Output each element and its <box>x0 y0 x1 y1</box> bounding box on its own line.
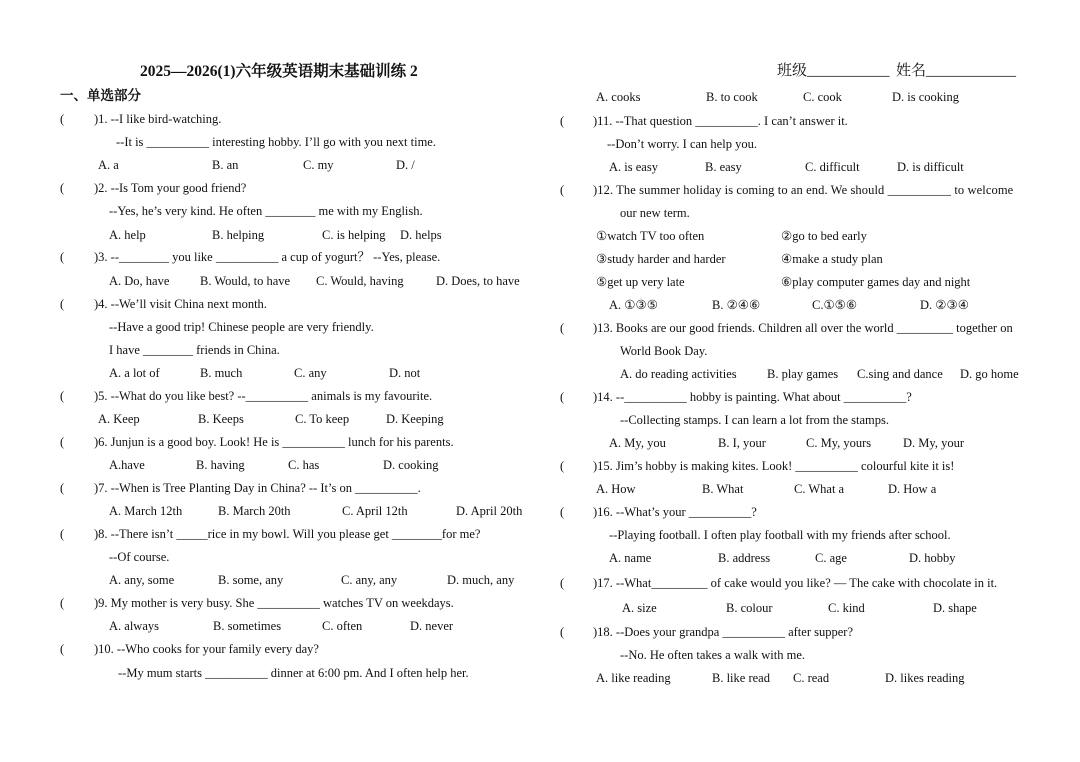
choice-item: ⑤get up very late <box>596 275 685 289</box>
option: B. some, any <box>218 573 284 587</box>
choice-item: ②go to bed early <box>781 229 867 243</box>
question-stem: )15. Jim’s hobby is making kites. Look! __________ colourful kite it is! <box>593 459 955 473</box>
option: A. a lot of <box>109 366 160 380</box>
option: B. play games <box>767 367 839 381</box>
option: A.have <box>109 458 145 472</box>
answer-bracket[interactable]: ( <box>560 183 565 197</box>
question-stem: )12. The summer holiday is coming to an end. We should __________ to welcome <box>593 183 1014 197</box>
option: D. much, any <box>447 573 515 587</box>
answer-bracket[interactable]: ( <box>560 390 565 404</box>
question-stem: )3. --________ you like __________ a cup of yogurt？ --Yes, please. <box>94 250 441 264</box>
question-stem: )4. --We’ll visit China next month. <box>94 297 267 311</box>
option: B. Keeps <box>198 412 244 426</box>
question-stem: )16. --What’s your __________? <box>593 505 757 519</box>
option: C. To keep <box>295 412 350 426</box>
answer-bracket[interactable]: ( <box>560 576 565 590</box>
option: A. a <box>98 158 119 172</box>
question-line: our new term. <box>620 206 690 220</box>
question-line: --Don’t worry. I can help you. <box>607 137 757 151</box>
option: D. My, your <box>903 436 964 450</box>
option: D. is difficult <box>897 160 964 174</box>
question-line: I have ________ friends in China. <box>109 343 280 357</box>
option: A. help <box>109 228 146 242</box>
option: D. ②③④ <box>920 298 969 312</box>
question-stem: )2. --Is Tom your good friend? <box>94 181 247 195</box>
option: D. go home <box>960 367 1019 381</box>
name-field[interactable]: 姓名____________ <box>896 63 1017 79</box>
answer-bracket[interactable]: ( <box>560 625 565 639</box>
option: A. How <box>596 482 636 496</box>
option: C. difficult <box>805 160 860 174</box>
option: D. shape <box>933 601 977 615</box>
option: A. Keep <box>98 412 140 426</box>
option: C. April 12th <box>342 504 408 518</box>
question-line: --Of course. <box>109 550 170 564</box>
option: B. to cook <box>706 90 758 104</box>
option: B. Would, to have <box>200 274 291 288</box>
option: B. like read <box>712 671 770 685</box>
answer-bracket[interactable]: ( <box>60 481 65 495</box>
answer-bracket[interactable]: ( <box>60 250 65 264</box>
answer-bracket[interactable]: ( <box>60 527 65 541</box>
option: C. My, yours <box>806 436 872 450</box>
option: D. likes reading <box>885 671 965 685</box>
question-line: World Book Day. <box>620 344 708 358</box>
question-stem: )17. --What_________ of cake would you like? — The cake with chocolate in it. <box>593 576 998 590</box>
choice-item: ④make a study plan <box>781 252 883 266</box>
option: B. address <box>718 551 771 565</box>
choice-item: ⑥play computer games day and night <box>781 275 971 289</box>
choice-item: ③study harder and harder <box>596 252 726 266</box>
option: D. How a <box>888 482 937 496</box>
option: C. read <box>793 671 830 685</box>
question-line: --Have a good trip! Chinese people are very friendly. <box>109 320 374 334</box>
choice-item: ①watch TV too often <box>596 229 705 243</box>
option: A. any, some <box>109 573 175 587</box>
option: C. is helping <box>322 228 386 242</box>
option: A. Do, have <box>109 274 170 288</box>
option: D. Does, to have <box>436 274 520 288</box>
option: D. never <box>410 619 454 633</box>
question-stem: )11. --That question __________. I can’t answer it. <box>593 114 848 128</box>
option: A. do reading activities <box>620 367 737 381</box>
option: D. helps <box>400 228 442 242</box>
option: C. any <box>294 366 327 380</box>
option: D. cooking <box>383 458 439 472</box>
section-title: 一、单选部分 <box>60 88 141 103</box>
question-stem: )10. --Who cooks for your family every day? <box>94 642 319 656</box>
answer-bracket[interactable]: ( <box>560 321 565 335</box>
option: A. March 12th <box>109 504 183 518</box>
option: B. I, your <box>718 436 766 450</box>
option: B. ②④⑥ <box>712 298 761 312</box>
option: A. My, you <box>609 436 666 450</box>
option: C. Would, having <box>316 274 404 288</box>
option: C. any, any <box>341 573 398 587</box>
option: D. is cooking <box>892 90 960 104</box>
option: B. March 20th <box>218 504 291 518</box>
question-stem: )5. --What do you like best? --__________ animals is my favourite. <box>94 389 433 403</box>
option: B. sometimes <box>213 619 282 633</box>
question-line: --Collecting stamps. I can learn a lot from the stamps. <box>620 413 890 427</box>
answer-bracket[interactable]: ( <box>60 642 65 656</box>
question-stem: )18. --Does your grandpa __________ after supper? <box>593 625 853 639</box>
answer-bracket[interactable]: ( <box>60 112 65 126</box>
option: B. What <box>702 482 744 496</box>
question-line: --No. He often takes a walk with me. <box>620 648 806 662</box>
answer-bracket[interactable]: ( <box>60 435 65 449</box>
option: C. cook <box>803 90 842 104</box>
option: C. often <box>322 619 363 633</box>
question-line: --Playing football. I often play football with my friends after school. <box>609 528 951 542</box>
question-stem: )13. Books are our good friends. Children all over the world _________ together on <box>593 321 1013 335</box>
question-stem: )6. Junjun is a good boy. Look! He is __________ lunch for his parents. <box>94 435 454 449</box>
option: D. not <box>389 366 421 380</box>
option: D. / <box>396 158 415 172</box>
option: D. hobby <box>909 551 956 565</box>
question-stem: )1. --I like bird-watching. <box>94 112 222 126</box>
answer-bracket[interactable]: ( <box>60 389 65 403</box>
option: A. size <box>622 601 657 615</box>
answer-bracket[interactable]: ( <box>60 181 65 195</box>
question-line: --My mum starts __________ dinner at 6:00 pm. And I often help her. <box>118 666 469 680</box>
question-stem: )8. --There isn’t _____rice in my bowl. Will you please get ________for me? <box>94 527 481 541</box>
option: A. is easy <box>609 160 658 174</box>
option: C. has <box>288 458 320 472</box>
question-line: --It is __________ interesting hobby. I’ll go with you next time. <box>116 135 436 149</box>
option: B. having <box>196 458 245 472</box>
answer-bracket[interactable]: ( <box>60 297 65 311</box>
option: B. colour <box>726 601 773 615</box>
page-title: 2025—2026(1)六年级英语期末基础训练 2 <box>140 63 418 80</box>
option: C.sing and dance <box>857 367 943 381</box>
question-stem: )7. --When is Tree Planting Day in China? -- It’s on __________. <box>94 481 421 495</box>
option: B. much <box>200 366 243 380</box>
option: A. cooks <box>596 90 641 104</box>
option: C. What a <box>794 482 845 496</box>
question-line: --Yes, he’s very kind. He often ________ me with my English. <box>109 204 423 218</box>
option: B. easy <box>705 160 742 174</box>
answer-bracket[interactable]: ( <box>60 596 65 610</box>
option: C.①⑤⑥ <box>812 298 858 312</box>
question-stem: )9. My mother is very busy. She __________ watches TV on weekdays. <box>94 596 454 610</box>
option: A. always <box>109 619 159 633</box>
option: A. ①③⑤ <box>609 298 658 312</box>
option: B. an <box>212 158 239 172</box>
answer-bracket[interactable]: ( <box>560 114 565 128</box>
option: A. name <box>609 551 652 565</box>
option: D. April 20th <box>456 504 523 518</box>
class-field[interactable]: 班级___________ <box>777 63 890 79</box>
question-stem: )14. --__________ hobby is painting. What about __________? <box>593 390 912 404</box>
option: C. kind <box>828 601 865 615</box>
option: B. helping <box>212 228 265 242</box>
option: D. Keeping <box>386 412 444 426</box>
option: C. my <box>303 158 334 172</box>
option: A. like reading <box>596 671 671 685</box>
answer-bracket[interactable]: ( <box>560 459 565 473</box>
option: C. age <box>815 551 847 565</box>
answer-bracket[interactable]: ( <box>560 505 565 519</box>
